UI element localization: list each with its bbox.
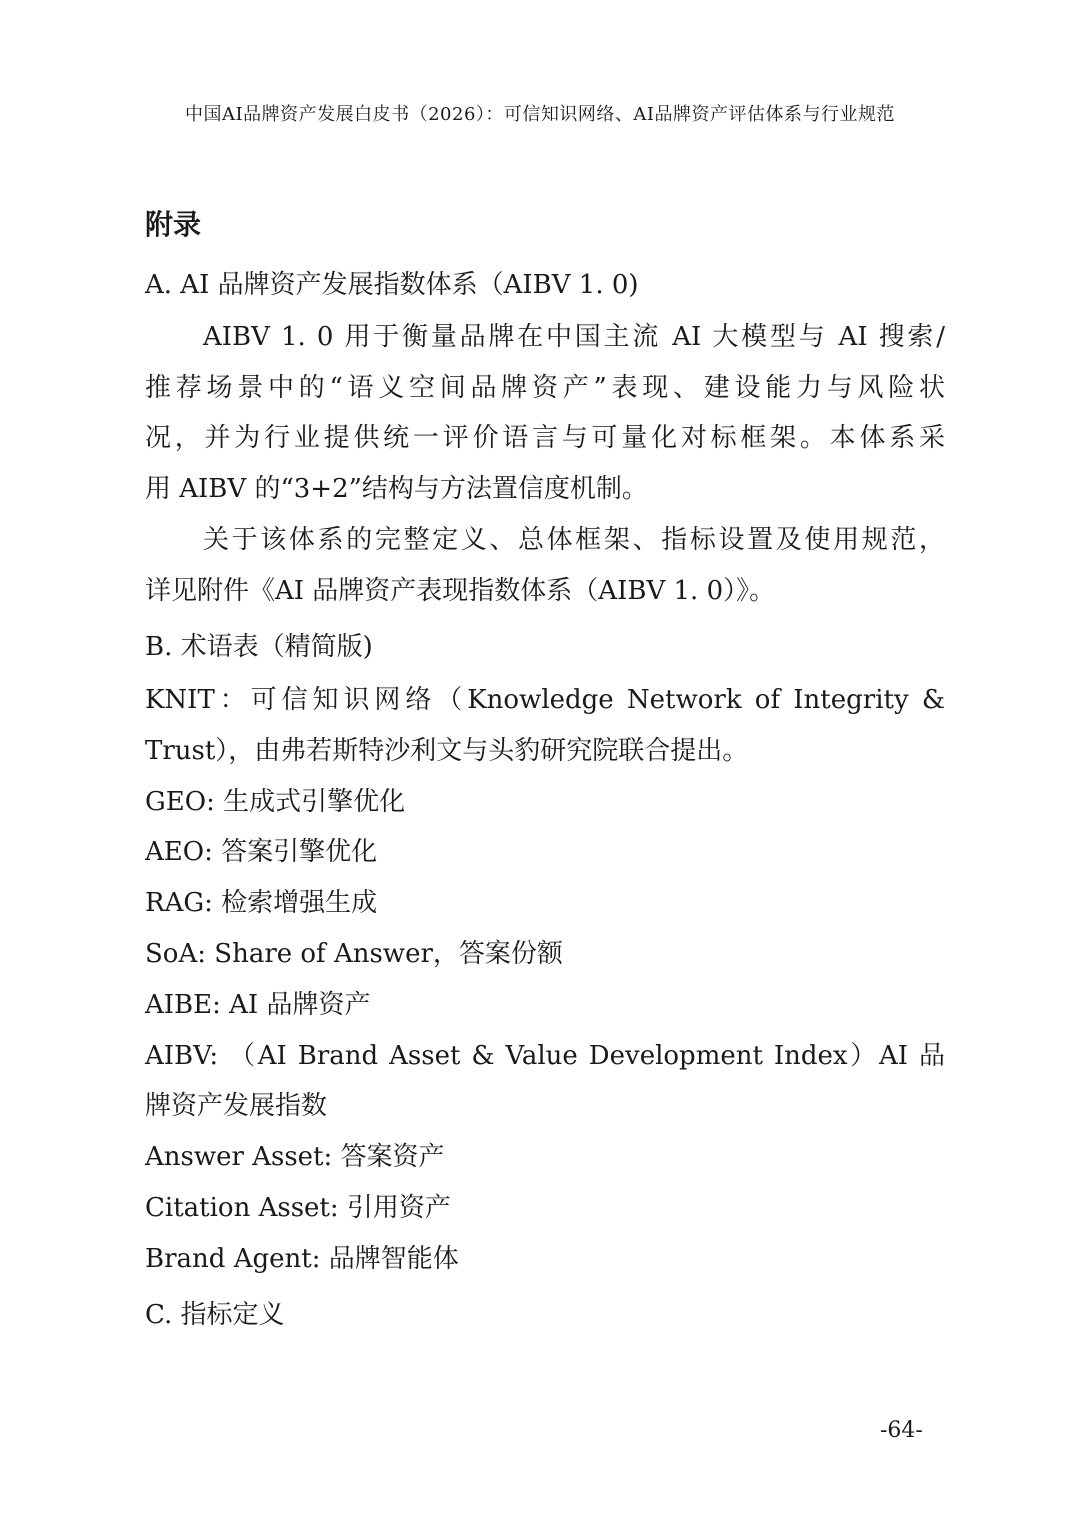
section-b-heading: B. 术语表（精简版) [145, 632, 373, 662]
paragraph-line: 用 AIBV 的“3+2”结构与方法置信度机制。 [145, 474, 648, 504]
paragraph-line: 况，并为行业提供统一评价语言与可量化对标框架。本体系采 [145, 423, 945, 453]
glossary-term: AEO: 答案引擎优化 [145, 837, 378, 867]
running-header: 中国AI品牌资产发展白皮书（2026）：可信知识网络、AI品牌资产评估体系与行业规范 [184, 104, 896, 125]
appendix-title: 附录 [145, 208, 202, 241]
page-number: -64- [880, 1418, 923, 1443]
glossary-term: AIBE: AI 品牌资产 [145, 990, 371, 1020]
glossary-term: KNIT：可信知识网络（Knowledge Network of Integrity & [145, 685, 945, 715]
paragraph-line: 关于该体系的完整定义、总体框架、指标设置及使用规范， [203, 525, 945, 555]
glossary-term: AIBV: （AI Brand Asset & Value Development Index）AI 品 [145, 1041, 945, 1071]
paragraph-line: AIBV 1. 0 用于衡量品牌在中国主流 AI 大模型与 AI 搜索/ [203, 322, 945, 352]
glossary-term: Brand Agent: 品牌智能体 [145, 1244, 459, 1274]
glossary-term: 牌资产发展指数 [145, 1091, 328, 1121]
section-c-heading: C. 指标定义 [145, 1300, 285, 1330]
glossary-term: Trust），由弗若斯特沙利文与头豹研究院联合提出。 [145, 736, 749, 766]
glossary-term: GEO: 生成式引擎优化 [145, 787, 406, 817]
section-a-heading: A. AI 品牌资产发展指数体系（AIBV 1. 0) [145, 270, 639, 300]
glossary-term: Citation Asset: 引用资产 [145, 1193, 451, 1223]
glossary-term: Answer Asset: 答案资产 [145, 1142, 445, 1172]
glossary-term: RAG: 检索增强生成 [145, 888, 378, 918]
paragraph-line: 详见附件《AI 品牌资产表现指数体系（AIBV 1. 0）》。 [145, 576, 776, 606]
glossary-term: SoA: Share of Answer，答案份额 [145, 939, 563, 969]
paragraph-line: 推荐场景中的“语义空间品牌资产”表现、建设能力与风险状 [145, 373, 945, 403]
